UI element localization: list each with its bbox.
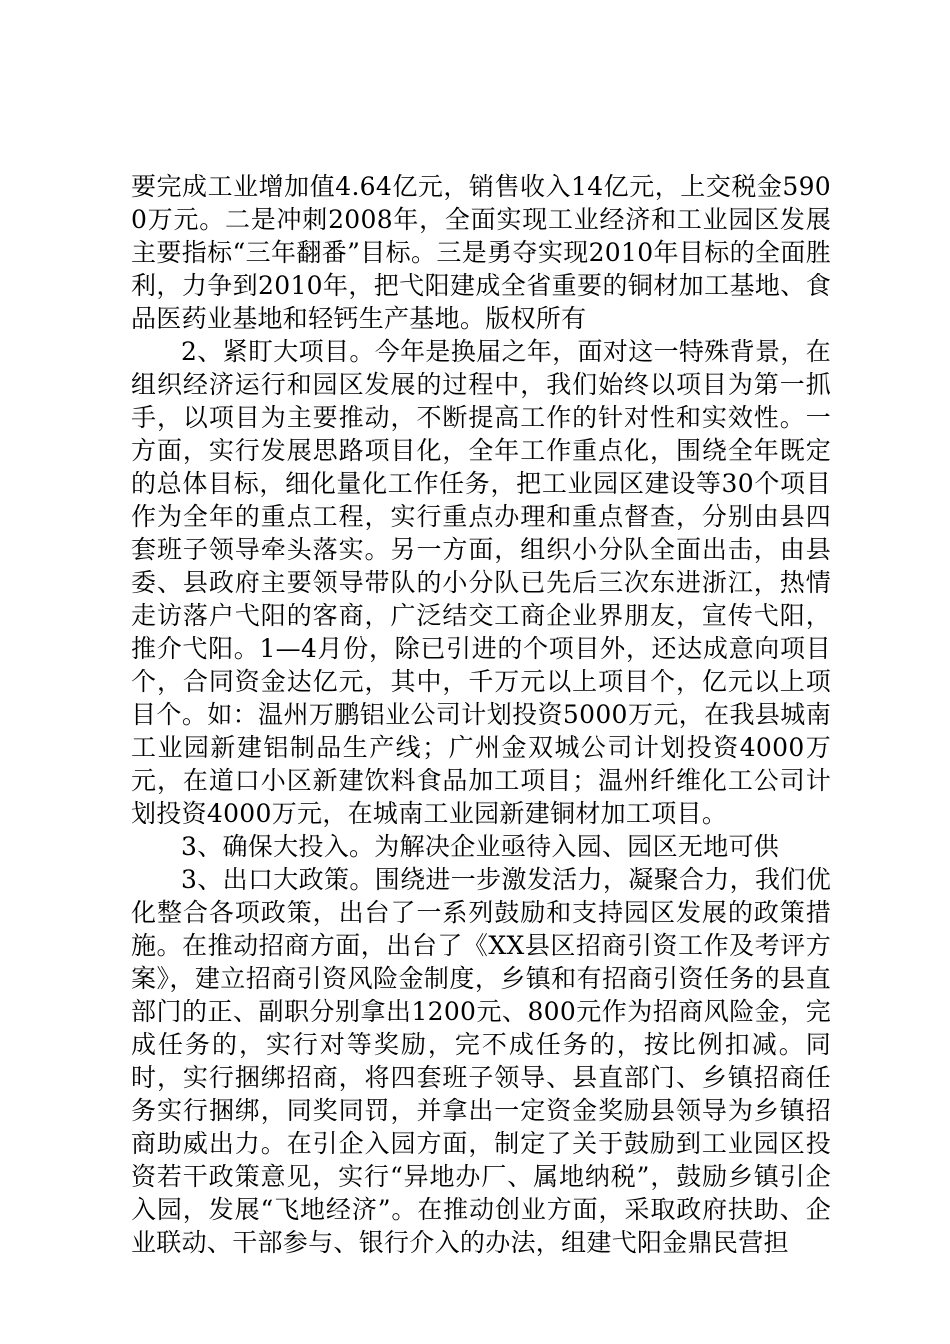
document-body — [131, 170, 831, 1259]
paragraph-big-projects: 2、紧盯大项目。今年是换届之年，面对这一特殊背景，在组织经济运行和园区发展的过程中，我们始终以项目为第一抓手，以项目为主要推动，不断提高工作的针对性和实效性。一方面，实行发展思路项目化，全年工作重点化，围绕全年既定的总体目标，细化量化工作任务，把工业园区建设等30个项目作为全年的重点工程，实行重点办理和重点督查，分别由县四套班子领导牵头落实。另一方面，组织小分队全面出击，由县委、县政府主要领导带队的小分队已先后三次东进浙江，热情走访落户弋阳的客商，广泛结交工商企业界朋友，宣传弋阳，推介弋阳。1—4月份，除已引进的个项目外，还达成意向项目个，合同资金达亿元，其中，千万元以上项目个，亿元以上项目个。如：温州万鹏铝业公司计划投资5000万元，在我县城南工业园新建铝制品生产线；广州金双城公司计划投资4000万元，在道口小区新建饮料食品加工项目；温州纤维化工公司计划投资4000万元，在城南工业园新建铜材加工项目。 — [131, 337, 831, 828]
paragraph-big-policy: 3、出口大政策。围绕进一步激发活力，凝聚合力，我们优化整合各项政策，出台了一系列鼓励和支持园区发展的政策措施。在推动招商方面，出台了《XX县区招商引资工作及考评方案》，建立招商引资风险金制度，乡镇和有招商引资任务的县直部门的正、副职分别拿出1200元、800元作为招商风险金，完成任务的，实行对等奖励，完不成任务的，按比例扣减。同时，实行捆绑招商，将四套班子领导、县直部门、乡镇招商任务实行捆绑，同奖同罚，并拿出一定资金奖励县领导为乡镇招商助威出力。在引企入园方面，制定了关于鼓励到工业园区投资若干政策意见，实行“异地办厂、属地纳税”，鼓励乡镇引企入园，发展“飞地经济”。在推动创业方面，采取政府扶助、企业联动、干部参与、银行介入的办法，组建弋阳金鼎民营担 — [131, 865, 831, 1257]
paragraph-targets: 要完成工业增加值4.64亿元，销售收入14亿元，上交税金5900万元。二是冲刺2008年，全面实现工业经济和工业园区发展主要指标“三年翻番”目标。三是勇夺实现2010年目标的全面胜利，力争到2010年，把弋阳建成全省重要的铜材加工基地、食品医药业基地和轻钙生产基地。版权所有 — [131, 172, 831, 333]
paragraph-big-investment: 3、确保大投入。为解决企业亟待入园、园区无地可供 — [181, 832, 780, 861]
